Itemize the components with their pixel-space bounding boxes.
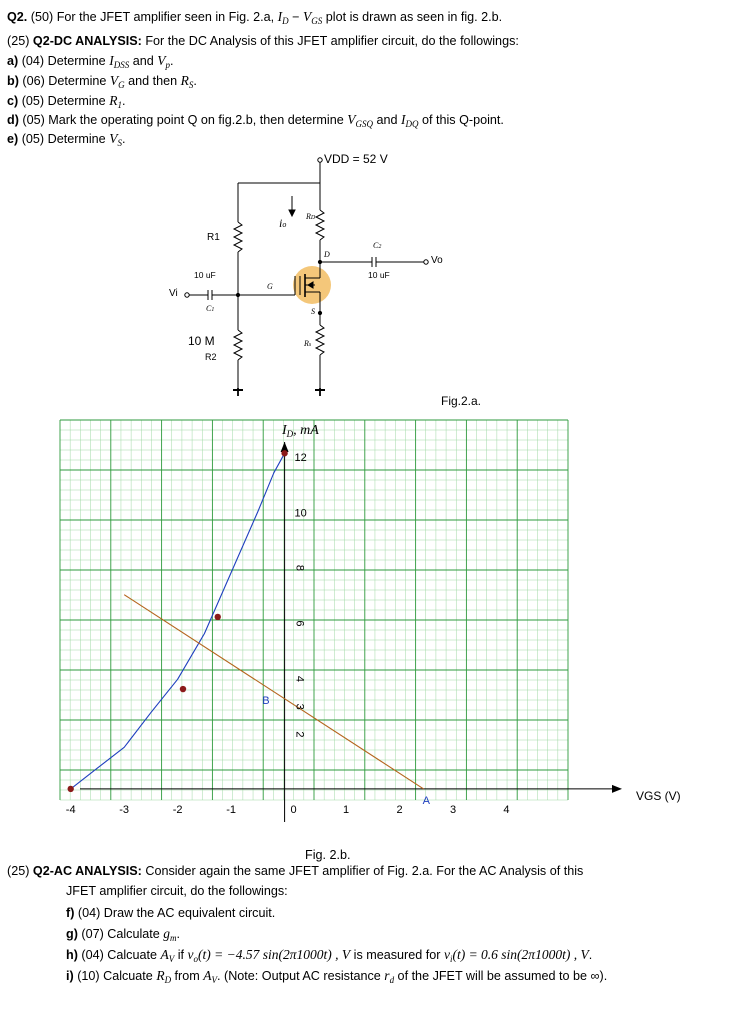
data-point bbox=[67, 786, 73, 792]
y-tick-label: 4 bbox=[293, 675, 306, 683]
transfer-chart bbox=[0, 410, 729, 840]
vi-label: Vi bbox=[169, 288, 178, 299]
x-axis-arrow bbox=[612, 785, 622, 793]
r2-value: 10 M bbox=[188, 334, 215, 348]
vdd-terminal bbox=[318, 158, 322, 162]
data-point bbox=[281, 450, 287, 456]
source-label: S bbox=[311, 307, 315, 316]
item-h: h) (04) Calcuate $A_V$ if $v_o(t) = -4.57$ sin(2π1000t) , V is measured for $v_i(t) = 0.6$ sin(2π1000t) , V. bbox=[66, 947, 593, 964]
item-d: d) (05) Mark the operating point Q on fig.2.b, then determine $V_{GSQ}$ and $I_{DQ}$ of this Q-point. bbox=[7, 112, 504, 129]
x-tick-label: -2 bbox=[172, 804, 183, 816]
r1-label: R1 bbox=[207, 232, 220, 243]
x-tick-label: 0 bbox=[290, 804, 297, 816]
question-title: Q2. (50) For the JFET amplifier seen in Fig. 2.a, $I_D - V_{GS}$ plot is drawn as seen in fig. 2.b. bbox=[7, 9, 503, 26]
c2-label: C2 bbox=[373, 241, 382, 250]
vi-terminal bbox=[185, 293, 189, 297]
ac-heading-cont: JFET amplifier circuit, do the followings: bbox=[66, 884, 288, 898]
y-tick-label: 10 bbox=[294, 507, 307, 520]
x-tick-label: -1 bbox=[226, 804, 237, 816]
io-label: io bbox=[279, 216, 287, 230]
fig-2b-label: Fig. 2.b. bbox=[305, 848, 351, 862]
item-f: f) (04) Draw the AC equivalent circuit. bbox=[66, 906, 276, 920]
annotation-B: B bbox=[262, 695, 270, 708]
rd-label: RD bbox=[306, 212, 316, 221]
x-tick-label: 1 bbox=[343, 804, 350, 816]
y-tick-label: 3 bbox=[293, 703, 306, 710]
data-point bbox=[180, 686, 186, 692]
y-tick-label: 12 bbox=[294, 452, 307, 465]
fig-2a-label: Fig.2.a. bbox=[441, 394, 482, 408]
cout-value: 10 uF bbox=[368, 270, 390, 280]
x-tick-label: 3 bbox=[449, 804, 457, 816]
dc-heading: (25) Q2-DC ANALYSIS: For the DC Analysis of this JFET amplifier circuit, do the followings: bbox=[7, 34, 519, 48]
x-tick-label: 2 bbox=[396, 804, 403, 816]
x-tick-label: -3 bbox=[119, 804, 130, 816]
x-axis-label: VGS (V) bbox=[636, 789, 681, 803]
item-g: g) (07) Calculate $g_m$. bbox=[66, 926, 181, 943]
y-tick-label: 2 bbox=[293, 731, 306, 738]
item-b: b) (06) Determine $V_G$ and then $R_S$. bbox=[7, 73, 197, 90]
circuit-diagram bbox=[0, 150, 729, 415]
r2-resistor bbox=[234, 330, 242, 360]
r2-label: R2 bbox=[205, 352, 217, 362]
ac-heading: (25) Q2-AC ANALYSIS: Consider again the same JFET amplifier of Fig. 2.a. For the AC Analysis of this bbox=[7, 864, 584, 878]
vdd-label: VDD = 52 V bbox=[324, 152, 388, 166]
item-i: i) (10) Calcuate $R_D$ from $A_V$. (Note: Output AC resistance $r_d$ of the JFET will be assumed to be ∞). bbox=[66, 968, 608, 985]
annotation-A: A bbox=[422, 795, 430, 807]
y-tick-label: 8 bbox=[293, 564, 306, 572]
item-e: e) (05) Determine $V_S$. bbox=[7, 131, 126, 148]
item-c: c) (05) Determine $R_1$. bbox=[7, 93, 126, 110]
x-tick-label: -4 bbox=[65, 804, 76, 816]
drain-label: D bbox=[324, 250, 330, 259]
item-a: a) (04) Determine $I_{DSS}$ and $V_p$. bbox=[7, 53, 174, 70]
rs-resistor bbox=[316, 325, 324, 355]
cin-value: 10 uF bbox=[194, 270, 216, 280]
vo-label: Vo bbox=[431, 255, 443, 266]
rd-resistor bbox=[316, 210, 324, 240]
gate-label: G bbox=[267, 282, 273, 291]
rs-label: Rs bbox=[304, 339, 312, 348]
c1-label: C1 bbox=[206, 304, 215, 313]
y-tick-label: 6 bbox=[293, 620, 306, 627]
vo-terminal bbox=[424, 260, 428, 264]
data-point bbox=[215, 614, 221, 620]
x-tick-label: 4 bbox=[503, 804, 510, 816]
r1-resistor bbox=[234, 222, 242, 252]
y-axis-label: $I_D$, mA bbox=[282, 423, 319, 439]
